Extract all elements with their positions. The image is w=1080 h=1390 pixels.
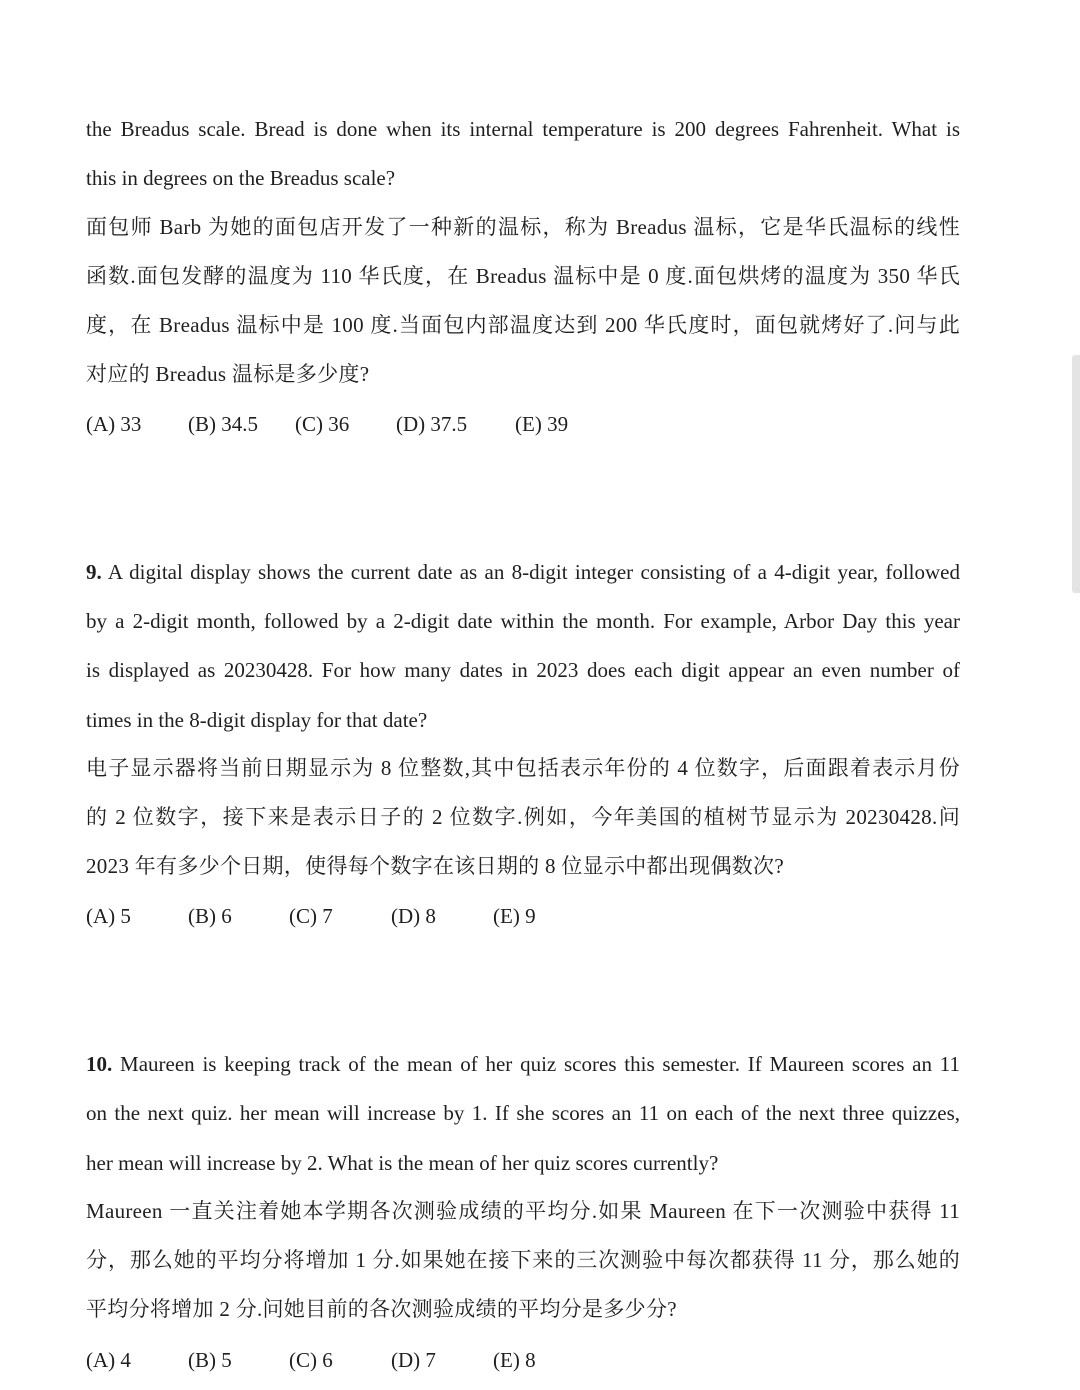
q9-zh-line-3: 2023 年有多少个日期，使得每个数字在该日期的 8 位显示中都出现偶数次? (86, 854, 784, 878)
q10-number: 10. (86, 1052, 113, 1076)
q9-en-line-1 (86, 558, 960, 586)
q9-en-line-3: is displayed as 20230428. For how many dates in 2023 does each digit appear an even number of (86, 658, 960, 682)
q10-zh-line-2: 分，那么她的平均分将增加 1 分.如果她在接下来的三次测验中每次都获得 11 分，那么她的 (86, 1248, 960, 1272)
q8-zh-line-1: 面包师 Barb 为她的面包店开发了一种新的温标，称为 Breadus 温标，它是华氏温标的线性 (86, 215, 960, 239)
q10-choices (86, 1346, 786, 1374)
q9-choice-b: (B) 6 (188, 904, 232, 928)
q10-en-line-1 (86, 1050, 960, 1078)
q10-choice-e: (E) 8 (493, 1348, 536, 1372)
q8-zh-line-2: 函数.面包发酵的温度为 110 华氏度，在 Breadus 温标中是 0 度.面包烘烤的温度为 350 华氏 (86, 264, 960, 288)
q10-en-line-1-text: Maureen is keeping track of the mean of her quiz scores this semester. If Maureen scores an 11 (112, 1052, 960, 1076)
q8-choice-d: (D) 37.5 (396, 412, 468, 436)
q8-choice-c: (C) 36 (295, 412, 350, 436)
q9-en-line-1-text: A digital display shows the current date as an 8-digit integer consisting of a 4-digit year, followed (101, 560, 960, 584)
q10-choice-c: (C) 6 (289, 1348, 333, 1372)
q10-zh-line-1: Maureen 一直关注着她本学期各次测验成绩的平均分.如果 Maureen 在下一次测验中获得 11 (86, 1199, 960, 1223)
q9-choice-c: (C) 7 (289, 904, 333, 928)
q8-choice-a: (A) 33 (86, 412, 142, 436)
q10-zh-line-3: 平均分将增加 2 分.问她目前的各次测验成绩的平均分是多少分? (86, 1297, 677, 1321)
q10-choice-a: (A) 4 (86, 1348, 131, 1372)
q9-zh-line-1: 电子显示器将当前日期显示为 8 位整数,其中包括表示年份的 4 位数字，后面跟着表示月份 (86, 756, 960, 780)
q9-zh-line-2: 的 2 位数字，接下来是表示日子的 2 位数字.例如，今年美国的植树节显示为 20230428.问 (86, 805, 960, 829)
q9-choice-d: (D) 8 (391, 904, 436, 928)
q10-en-line-3: her mean will increase by 2. What is the mean of her quiz scores currently? (86, 1151, 719, 1175)
q9-number: 9. (86, 560, 102, 584)
q9-choices (86, 902, 786, 930)
q10-choice-b: (B) 5 (188, 1348, 232, 1372)
q10-en-line-2: on the next quiz. her mean will increase by 1. If she scores an 11 on each of the next three quizzes, (86, 1101, 960, 1125)
q8-zh-line-3: 度，在 Breadus 温标中是 100 度.当面包内部温度达到 200 华氏度时，面包就烤好了.问与此 (86, 313, 960, 337)
scrollbar-thumb[interactable] (1072, 355, 1080, 593)
q8-zh-line-4: 对应的 Breadus 温标是多少度? (86, 362, 370, 386)
q8-en-line-2: this in degrees on the Breadus scale? (86, 166, 396, 190)
q9-en-line-4: times in the 8-digit display for that date? (86, 708, 428, 732)
q8-choice-e: (E) 39 (515, 412, 569, 436)
q8-en-line-1: the Breadus scale. Bread is done when its internal temperature is 200 degrees Fahrenheit. What is (86, 117, 960, 141)
q8-choice-b: (B) 34.5 (188, 412, 258, 436)
q10-choice-d: (D) 7 (391, 1348, 436, 1372)
q9-choice-a: (A) 5 (86, 904, 131, 928)
q9-en-line-2: by a 2-digit month, followed by a 2-digit date within the month. For example, Arbor Day this year (86, 609, 960, 633)
q9-choice-e: (E) 9 (493, 904, 536, 928)
q8-choices (86, 410, 786, 438)
